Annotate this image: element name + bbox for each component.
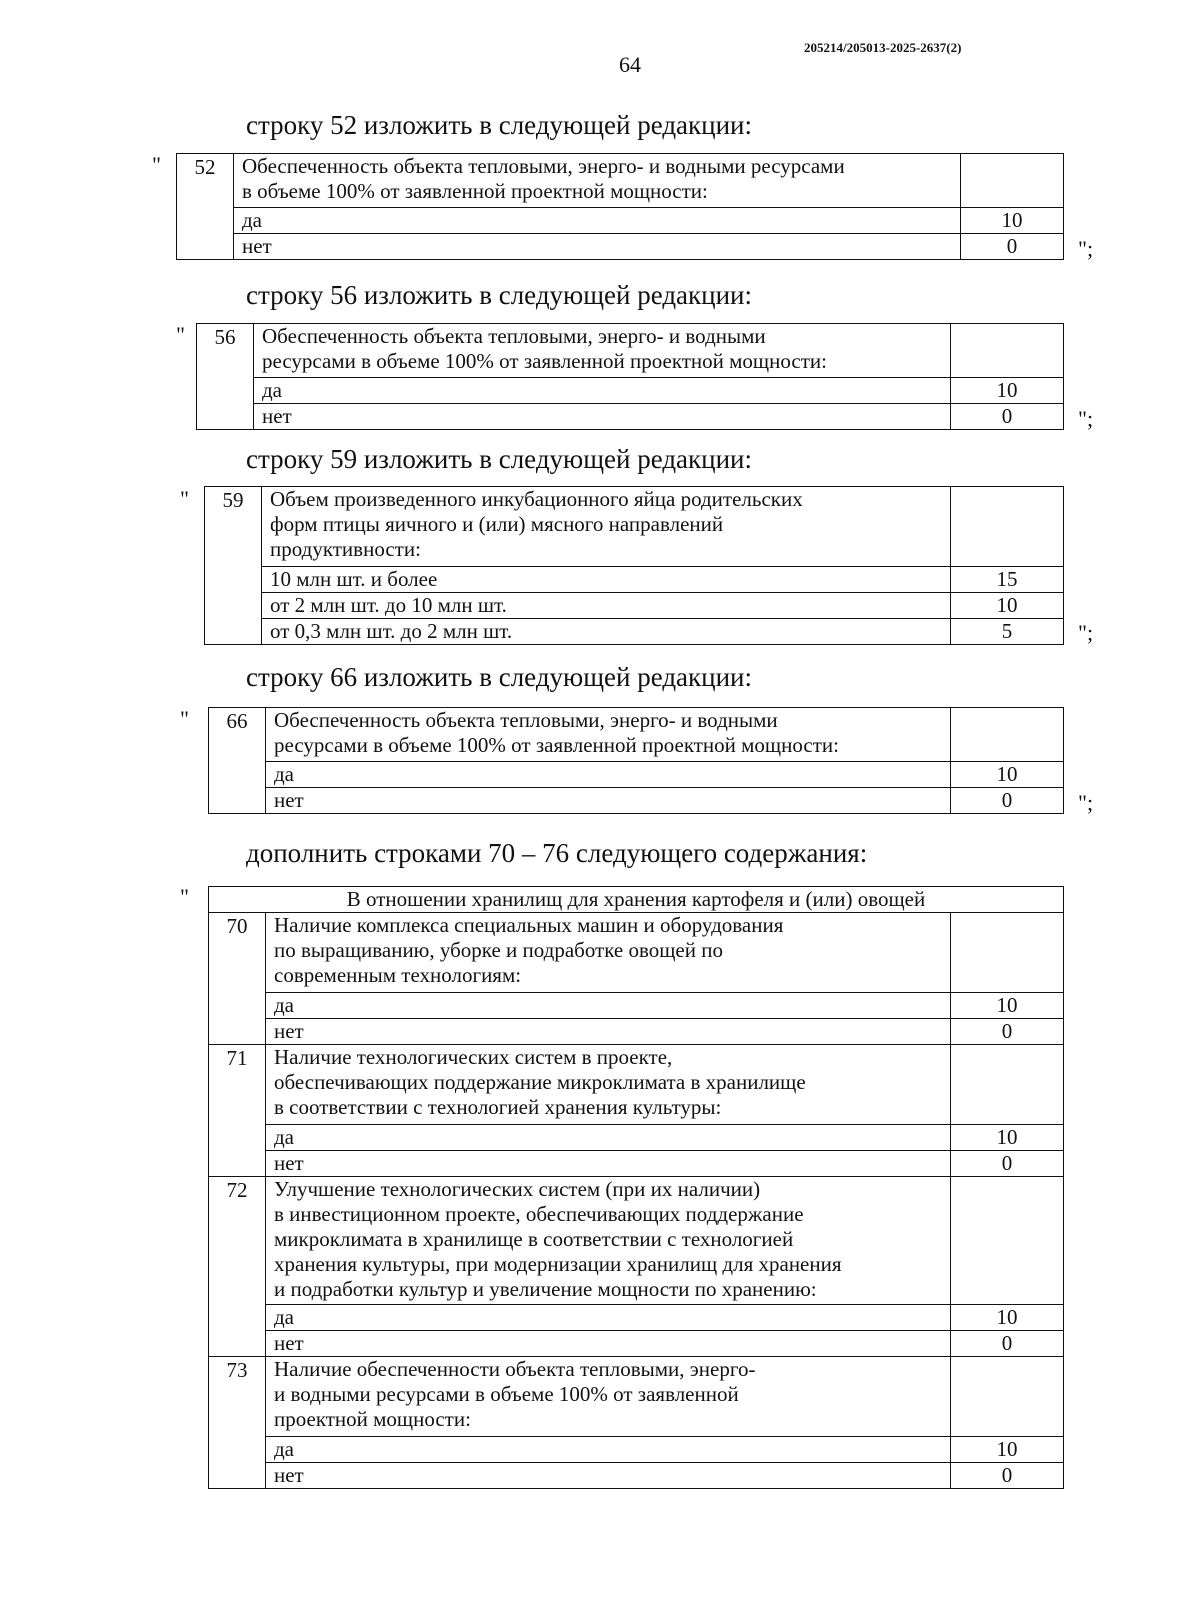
option-label: да [266, 1125, 951, 1151]
option-points: 0 [951, 1331, 1064, 1357]
criterion-text: Обеспеченность объекта тепловыми, энерго- и водными ресурсами в объеме 100% от заявленной проектной мощности: [234, 154, 961, 208]
row-number: 56 [197, 324, 254, 430]
criteria-table-56 [196, 323, 1064, 430]
option-label: нет [234, 234, 961, 260]
criteria-table-66 [208, 707, 1064, 814]
row-number: 52 [177, 154, 234, 260]
option-points: 10 [951, 762, 1064, 788]
criteria-table-70-73 [208, 886, 1064, 1489]
instruction-52: строку 52 изложить в следующей редакции: [246, 110, 753, 140]
open-quote: " [152, 152, 161, 177]
option-points: 10 [961, 208, 1064, 234]
option-label: да [266, 993, 951, 1019]
row-number: 66 [209, 708, 266, 814]
close-quote: "; [1078, 236, 1094, 261]
page-number: 64 [619, 52, 641, 77]
option-label: да [266, 762, 951, 788]
option-label: от 2 млн шт. до 10 млн шт. [262, 593, 951, 619]
option-points: 0 [951, 1463, 1064, 1489]
criteria-table-52 [176, 153, 1064, 260]
close-quote: "; [1078, 406, 1094, 431]
row-number: 59 [205, 487, 262, 645]
option-points: 10 [951, 993, 1064, 1019]
row-number: 72 [209, 1177, 266, 1357]
option-points: 0 [951, 788, 1064, 814]
option-points: 5 [951, 619, 1064, 645]
criterion-text: Объем произведенного инкубационного яйца родительских форм птицы яичного и (или) мясного направлений продуктивности: [262, 487, 951, 567]
option-label: да [234, 208, 961, 234]
option-label: нет [266, 1463, 951, 1489]
option-label: да [266, 1305, 951, 1331]
option-label: нет [254, 404, 951, 430]
open-quote: " [176, 322, 185, 347]
open-quote: " [180, 486, 189, 511]
section-header: В отношении хранилищ для хранения картофеля и (или) овощей [209, 887, 1064, 913]
instruction-66: строку 66 изложить в следующей редакции: [246, 662, 753, 692]
option-points: 0 [961, 234, 1064, 260]
row-number: 73 [209, 1357, 266, 1489]
instruction-56: строку 56 изложить в следующей редакции: [246, 280, 753, 310]
option-label: нет [266, 788, 951, 814]
option-points: 0 [951, 1019, 1064, 1045]
close-quote: "; [1078, 790, 1094, 815]
criterion-text: Наличие технологических систем в проекте, обеспечивающих поддержание микроклимата в хранилище в соответствии с технологией хранения культуры: [266, 1045, 951, 1125]
option-points: 10 [951, 1437, 1064, 1463]
option-label: нет [266, 1151, 951, 1177]
option-points: 0 [951, 1151, 1064, 1177]
option-label: от 0,3 млн шт. до 2 млн шт. [262, 619, 951, 645]
open-quote: " [180, 706, 189, 731]
option-points: 10 [951, 1305, 1064, 1331]
criteria-table-59 [204, 486, 1064, 645]
option-label: 10 млн шт. и более [262, 567, 951, 593]
option-label: нет [266, 1331, 951, 1357]
row-number: 71 [209, 1045, 266, 1177]
close-quote: "; [1078, 620, 1094, 645]
criterion-text: Наличие комплекса специальных машин и оборудования по выращиванию, уборке и подработке овощей по современным технологиям: [266, 913, 951, 993]
criterion-text: Улучшение технологических систем (при их наличии) в инвестиционном проекте, обеспечивающих поддержание микроклимата в хранилище в соответствии с технологией хранения культуры, при модернизации хранилищ для хранения и подработки культур и увеличение мощности по хранению: [266, 1177, 951, 1305]
row-number: 70 [209, 913, 266, 1045]
option-points: 10 [951, 1125, 1064, 1151]
option-points: 15 [951, 567, 1064, 593]
option-label: нет [266, 1019, 951, 1045]
option-label: да [266, 1437, 951, 1463]
instruction-70-76: дополнить строками 70 – 76 следующего содержания: [246, 838, 868, 868]
criterion-text: Обеспеченность объекта тепловыми, энерго- и водными ресурсами в объеме 100% от заявленной проектной мощности: [254, 324, 951, 378]
option-points: 0 [951, 404, 1064, 430]
document-id: 205214/205013-2025-2637(2) [804, 40, 962, 55]
option-points: 10 [951, 378, 1064, 404]
criterion-text: Наличие обеспеченности объекта тепловыми, энерго- и водными ресурсами в объеме 100% от заявленной проектной мощности: [266, 1357, 951, 1437]
criterion-text: Обеспеченность объекта тепловыми, энерго- и водными ресурсами в объеме 100% от заявленной проектной мощности: [266, 708, 951, 762]
open-quote: " [180, 884, 189, 909]
option-points: 10 [951, 593, 1064, 619]
instruction-59: строку 59 изложить в следующей редакции: [246, 444, 753, 474]
option-label: да [254, 378, 951, 404]
